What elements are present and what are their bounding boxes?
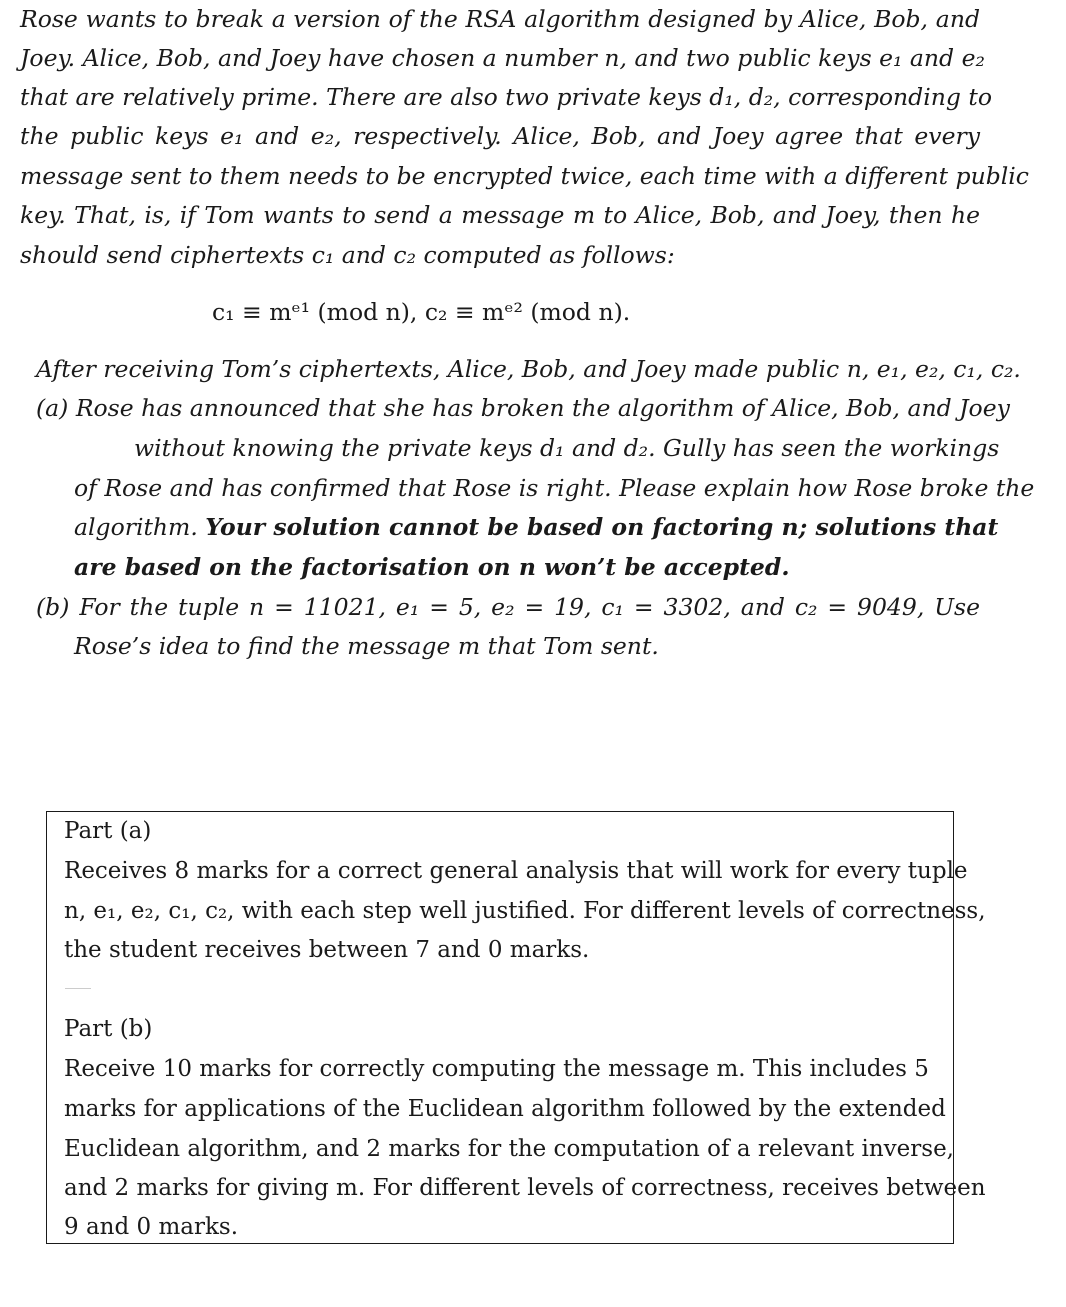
part-b-line-1: (b) For the tuple n = 11021, e₁ = 5, e₂ = 19, c₁ = 3302, and c₂ = 9049, Use [36,593,980,621]
intro-line-4: the public keys e₁ and e₂, respectively. Alice, Bob, and Joey agree that every [20,122,980,150]
rubric-part-a-line-1: Receives 8 marks for a correct general analysis that will work for every tuple [64,858,968,884]
intro-line-7: should send ciphertexts c₁ and c₂ computed as follows: [20,241,675,269]
intro-line-3: that are relatively prime. There are also two private keys d₁, d₂, corresponding to [20,83,992,111]
rubric-part-b-line-2: marks for applications of the Euclidean algorithm followed by the extended [64,1096,946,1122]
part-a-line-3: of Rose and has confirmed that Rose is right. Please explain how Rose broke the [74,474,1035,502]
intro-line-1: Rose wants to break a version of the RSA algorithm designed by Alice, Bob, and [20,5,980,33]
rubric-part-a-line-3: the student receives between 7 and 0 marks. [64,937,590,963]
rubric-part-b-line-3: Euclidean algorithm, and 2 marks for the computation of a relevant inverse, [64,1136,954,1162]
rubric-part-b-line-1: Receive 10 marks for correctly computing the message m. This includes 5 [64,1056,929,1082]
part-a-line-4 [74,508,998,547]
rubric-part-b-heading: Part (b) [64,1016,153,1042]
part-a-line-2: without knowing the private keys d₁ and d₂. Gully has seen the workings [134,434,1000,462]
intro-line-6: key. That, is, if Tom wants to send a message m to Alice, Bob, and Joey, then he [20,201,980,229]
rubric-separator [65,988,91,989]
rubric-part-a-line-2: n, e₁, e₂, c₁, c₂, with each step well justified. For different levels of correctness, [64,898,986,924]
rubric-part-b-line-5: 9 and 0 marks. [64,1214,239,1240]
part-a-warning-1: Your solution cannot be based on factoring n; solutions that [205,513,999,541]
part-b-line-2: Rose’s idea to find the message m that Tom sent. [74,632,659,660]
part-a-warning-2: are based on the factorisation on n won’t be accepted. [74,553,790,581]
intro-line-2: Joey. Alice, Bob, and Joey have chosen a number n, and two public keys e₁ and e₂ [20,44,985,72]
rubric-part-a-heading: Part (a) [64,818,152,844]
part-a-line-4-plain: algorithm. [74,513,206,541]
cipher-equation: c₁ ≡ mᵉ¹ (mod n), c₂ ≡ mᵉ² (mod n). [212,298,631,326]
after-receiving-line: After receiving Tom’s ciphertexts, Alice, Bob, and Joey made public n, e₁, e₂, c₁, c₂. [36,355,1021,383]
part-a-line-1: (a) Rose has announced that she has broken the algorithm of Alice, Bob, and Joey [36,394,1010,422]
rubric-part-b-line-4: and 2 marks for giving m. For different levels of correctness, receives between [64,1175,986,1201]
intro-line-5: message sent to them needs to be encrypted twice, each time with a different public [20,162,1029,190]
marking-rubric-box [46,811,986,1244]
